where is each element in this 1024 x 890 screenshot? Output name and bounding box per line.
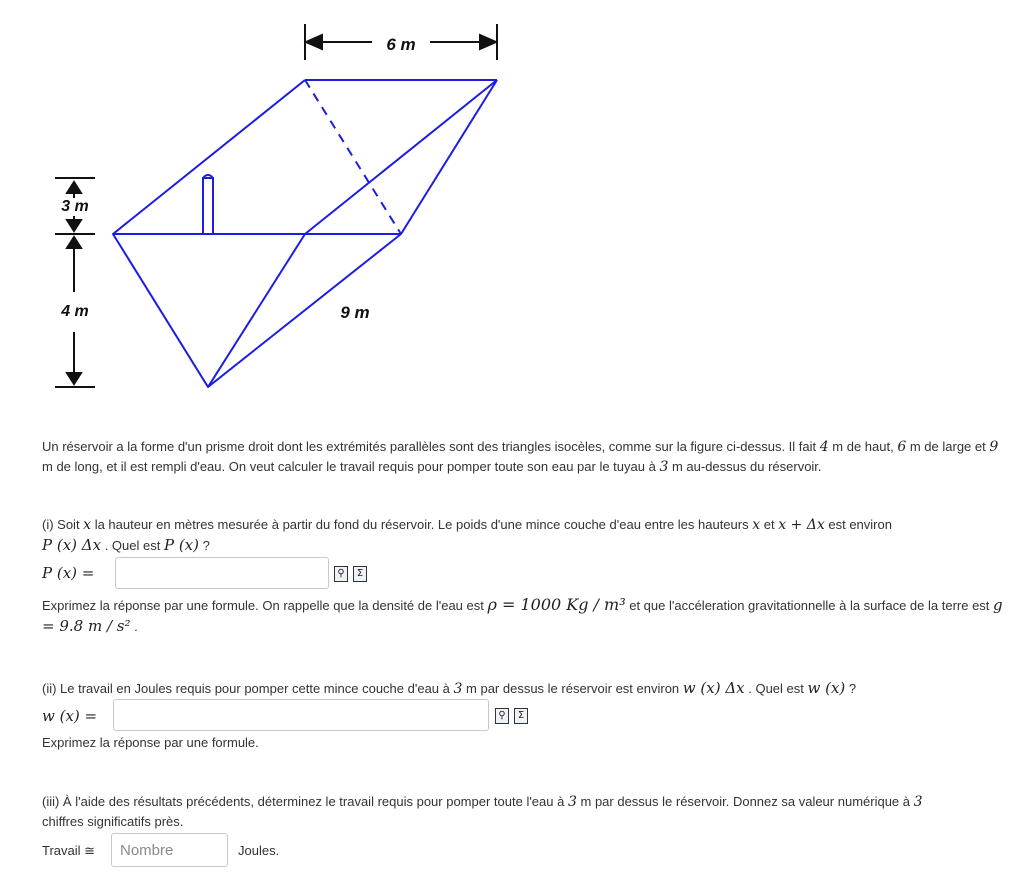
work-unit: Joules. bbox=[238, 843, 280, 858]
question-1-hint: Exprimez la réponse par une formule. On rappelle que la densité de l'eau est ρ = 1000 Kg / m³ et que l'accéleration gravitationnelle à la surface de la terre est g = 9.8 m / s² . bbox=[42, 595, 1003, 635]
work-label: Travail ≅ bbox=[42, 843, 96, 858]
p-of-x-input[interactable] bbox=[115, 557, 329, 589]
question-3-text: (iii) À l'aide des résultats précédents, déterminez le travail requis pour pomper toute l'eau à 3 m par dessus le réservoir. Donnez sa valeur numérique à 3 chiffres significatifs près. bbox=[42, 794, 923, 829]
label-length: 9 m bbox=[340, 303, 370, 322]
tank-edge-bottom bbox=[208, 234, 401, 387]
label-pipe-height: 3 m bbox=[61, 198, 89, 215]
tank-outline-left bbox=[113, 80, 305, 387]
magnifier-preview-icon[interactable]: ⚲ bbox=[334, 566, 348, 582]
tank-edge-right bbox=[401, 80, 497, 234]
tank-edge-far bbox=[305, 80, 497, 234]
problem-statement: Un réservoir a la forme d'un prisme droit dont les extrémités parallèles sont des triangles isocèles, comme sur la figure ci-dessus. Il fait 4 m de haut, 6 m de large et 9 m de long, et il est rempli d'eau. On veut calculer le travail requis pour pomper toute son eau par le tuyau à 3 m au-dessus du réservoir. bbox=[42, 439, 999, 475]
work-input[interactable] bbox=[111, 833, 228, 867]
label-tank-height: 4 m bbox=[61, 303, 89, 320]
question-2-text: (ii) Le travail en Joules requis pour pomper cette mince couche d'eau à 3 m par dessus le réservoir est environ w (x) Δx . Quel est w (x) ? bbox=[42, 679, 857, 697]
sigma-equation-icon[interactable]: Σ bbox=[514, 708, 528, 724]
pipe bbox=[203, 175, 213, 234]
tank-hidden-edge bbox=[305, 80, 401, 234]
question-2-hint: Exprimez la réponse par une formule. bbox=[42, 735, 259, 750]
question-1-text: (i) Soit x la hauteur en mètres mesurée à partir du fond du réservoir. Le poids d'une mince couche d'eau entre les hauteurs x et x + Δx est environ P (x) Δx . Quel est P (x) ? bbox=[42, 517, 892, 554]
w-of-x-label: w (x) = bbox=[42, 707, 98, 725]
p-of-x-label: P (x) = bbox=[42, 564, 95, 582]
w-of-x-input[interactable] bbox=[113, 699, 489, 731]
tank-figure bbox=[0, 0, 520, 400]
label-top-width: 6 m bbox=[386, 35, 416, 54]
magnifier-preview-icon[interactable]: ⚲ bbox=[495, 708, 509, 724]
sigma-equation-icon[interactable]: Σ bbox=[353, 566, 367, 582]
